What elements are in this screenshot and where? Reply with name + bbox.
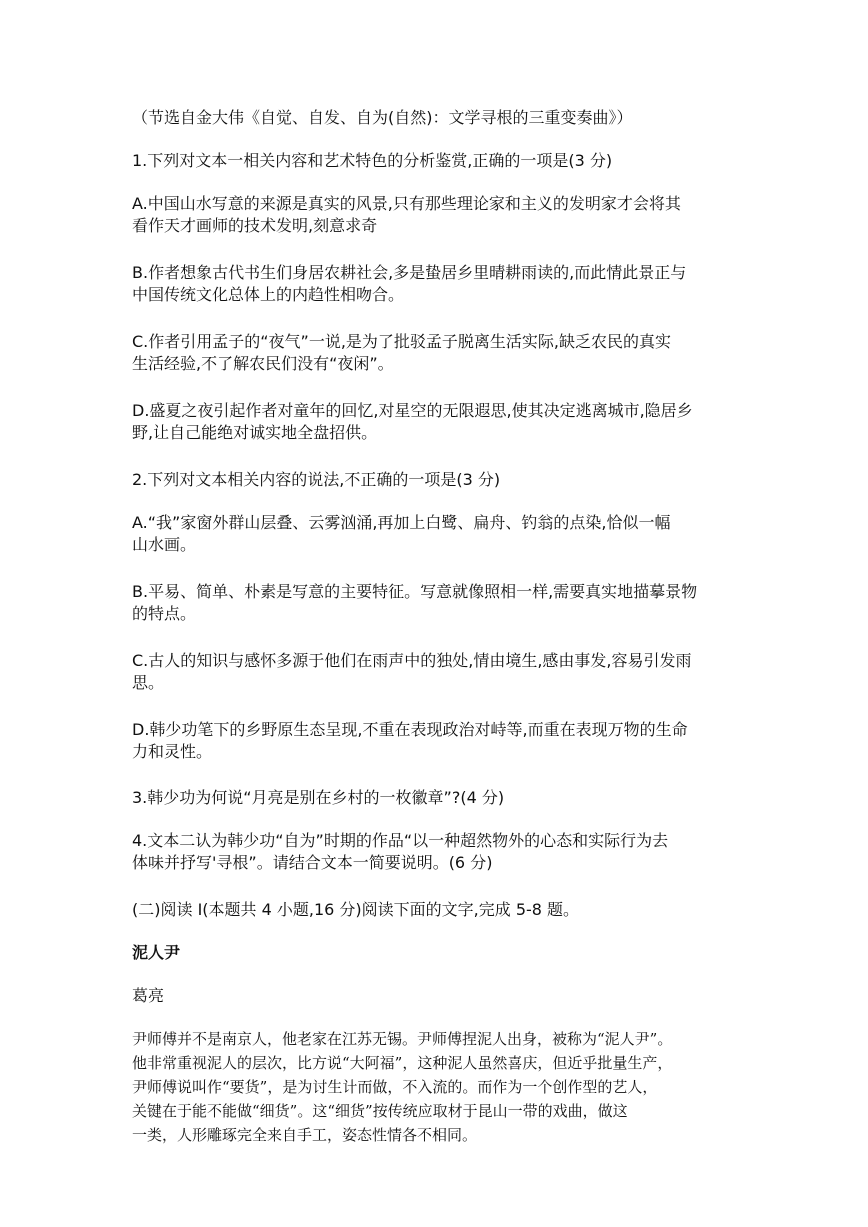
- q1-option-c-line-1: C.作者引用孟子的“夜气”一说,是为了批驳孟子脱离生活实际,缺乏农民的真实: [132, 332, 672, 351]
- q1-option-b-line-1: B.作者想象古代书生们身居农耕社会,多是蛰居乡里晴耕雨读的,而此情此景正与: [132, 263, 687, 282]
- story-title: 泥人尹: [132, 943, 181, 962]
- story-body-line-4: 关键在于能不能做“细货”。这“细货”按传统应取材于昆山一带的戏曲，做这: [132, 1102, 628, 1120]
- q2-option-d-line-1: D.韩少功笔下的乡野原生态呈现,不重在表现政治对峙等,而重在表现万物的生命: [132, 720, 688, 739]
- q1-option-c-line-2: 生活经验,不了解农民们没有“夜闲”。: [132, 354, 394, 373]
- question-3: 3.韩少功为何说“月亮是别在乡村的一枚徽章”?(4 分): [132, 788, 505, 807]
- q1-option-a-line-2: 看作天才画师的技术发明,刻意求奇: [132, 216, 378, 235]
- story-body-line-3: 尹师傅说叫作“要货”，是为讨生计而做，不入流的。而作为一个创作型的艺人，: [132, 1078, 658, 1096]
- question-2-stem: 2.下列对文本相关内容的说法,不正确的一项是(3 分): [132, 470, 501, 489]
- question-4-line-2: 体味并抒写'寻根”。请结合文本一简要说明。(6 分): [132, 853, 493, 872]
- story-body-line-2: 他非常重视泥人的层次，比方说“大阿福”，这种泥人虽然喜庆，但近乎批量生产，: [132, 1054, 673, 1072]
- q1-option-d-line-1: D.盛夏之夜引起作者对童年的回忆,对星空的无限遐思,使其决定逃离城市,隐居乡: [132, 401, 693, 420]
- story-author: 葛亮: [132, 986, 165, 1005]
- q1-option-a-line-1: A.中国山水写意的来源是真实的风景,只有那些理论家和主义的发明家才会将其: [132, 194, 681, 213]
- q1-option-d-line-2: 野,让自己能绝对诚实地全盘招供。: [132, 423, 378, 442]
- q1-option-b-line-2: 中国传统文化总体上的内趋性相吻合。: [132, 285, 405, 304]
- story-body-line-5: 一类，人形雕琢完全来自手工，姿态性情各不相同。: [132, 1126, 478, 1144]
- q2-option-c-line-2: 思。: [132, 673, 165, 692]
- source-citation: （节选自金大伟《自觉、自发、自为(自然)：文学寻根的三重变奏曲》）: [132, 108, 633, 127]
- q2-option-d-line-2: 力和灵性。: [132, 742, 213, 761]
- q2-option-c-line-1: C.古人的知识与感怀多源于他们在雨声中的独处,情由境生,感由事发,容易引发雨: [132, 651, 692, 670]
- question-1-stem: 1.下列对文本一相关内容和艺术特色的分析鉴赏,正确的一项是(3 分): [132, 151, 613, 170]
- q2-option-b-line-2: 的特点。: [132, 604, 197, 623]
- section-heading: (二)阅读 I(本题共 4 小题,16 分)阅读下面的文字,完成 5-8 题。: [132, 900, 580, 919]
- q2-option-b-line-1: B.平易、简单、朴素是写意的主要特征。写意就像照相一样,需要真实地描摹景物: [132, 582, 698, 601]
- q2-option-a-line-2: 山水画。: [132, 535, 197, 554]
- story-body-line-1: 尹师傅并不是南京人，他老家在江苏无锡。尹师傅捏泥人出身，被称为“泥人尹”。: [132, 1030, 673, 1048]
- question-4-line-1: 4.文本二认为韩少功“自为”时期的作品“以一种超然物外的心态和实际行为去: [132, 831, 669, 850]
- q2-option-a-line-1: A.“我”家窗外群山层叠、云雾汹涌,再加上白鹭、扁舟、钓翁的点染,恰似一幅: [132, 513, 671, 532]
